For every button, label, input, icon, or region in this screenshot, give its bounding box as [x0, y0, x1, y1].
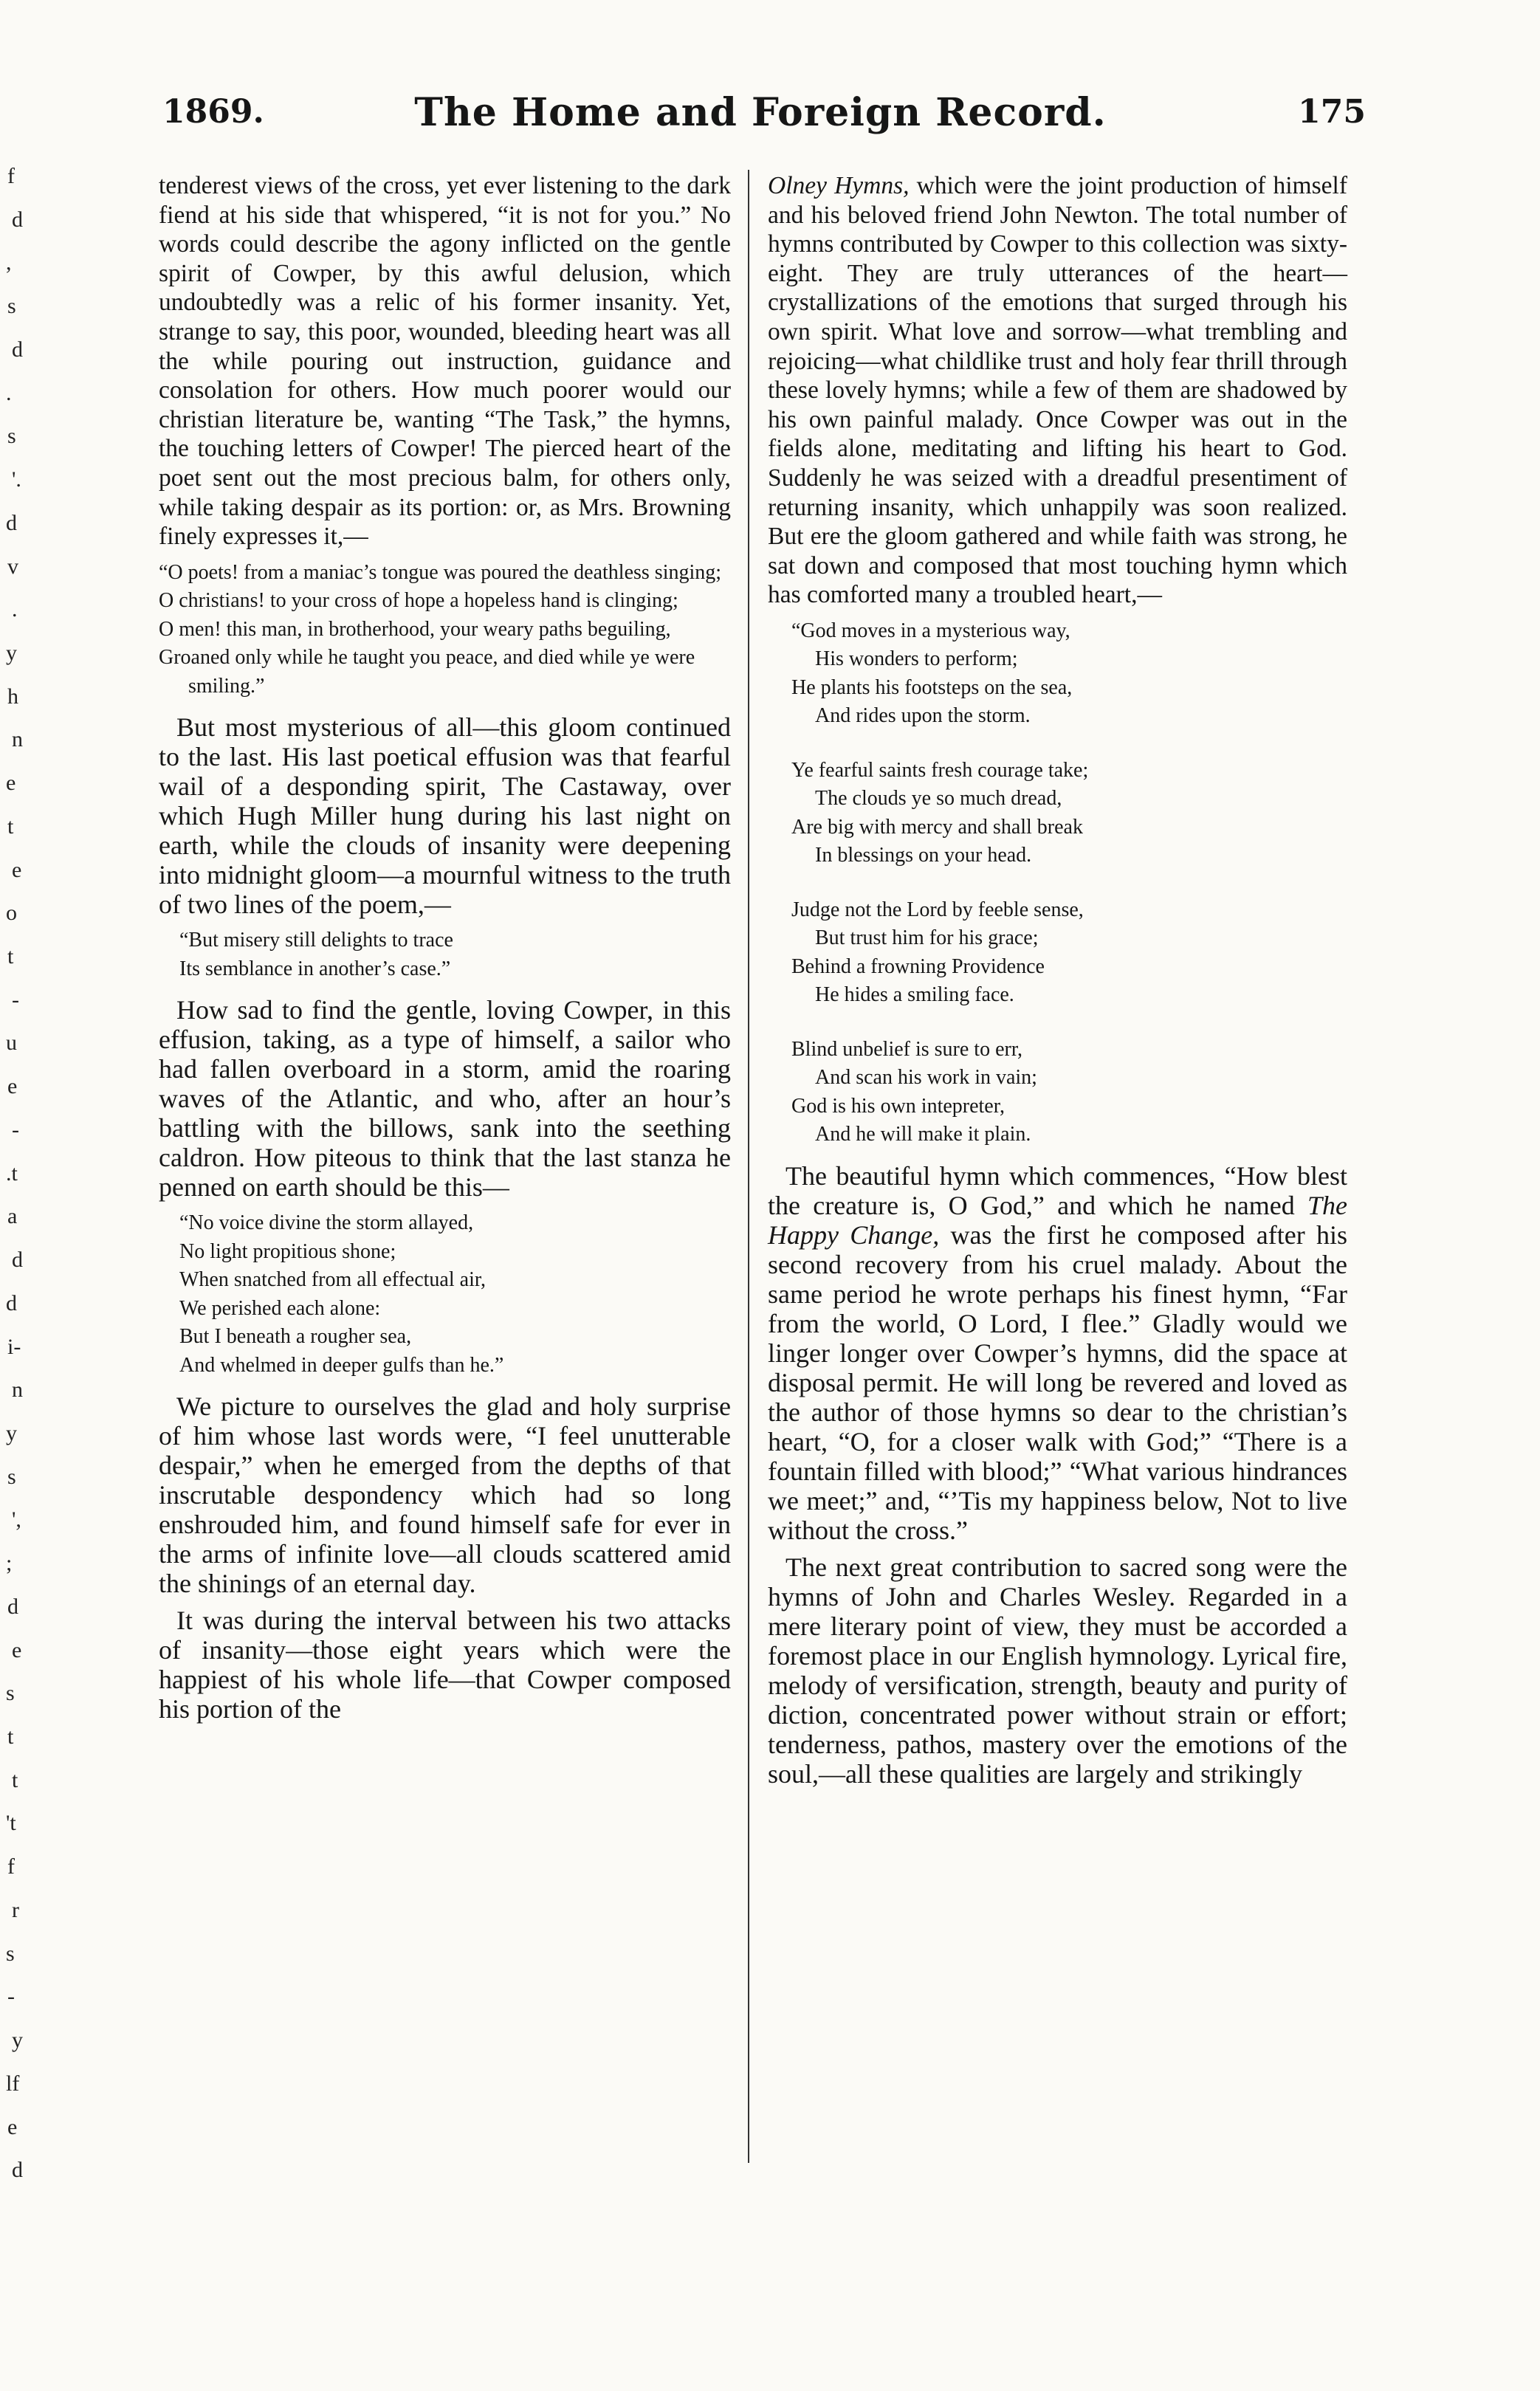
verse-line: And he will make it plain. [815, 1123, 1031, 1146]
verse-line: He hides a smiling face. [815, 983, 1014, 1007]
verse-line: Are big with mercy and shall break [791, 815, 1083, 839]
verse-line: The clouds ye so much dread, [815, 787, 1062, 811]
right-column [768, 171, 1347, 1796]
margin-fragment: . [12, 597, 18, 622]
margin-fragment: n [12, 1377, 23, 1402]
margin-fragment: h [7, 684, 18, 709]
verse-line: No light propitious shone; [179, 1239, 396, 1263]
margin-fragment: t [7, 944, 14, 969]
margin-fragment: i- [7, 1335, 21, 1359]
verse-line: Ye fearful saints fresh courage take; [791, 758, 1089, 782]
verse-line: O men! this man, in brotherhood, your weary paths beguiling, [159, 617, 671, 641]
margin-fragment: '. [12, 467, 21, 492]
margin-fragment: - [7, 1984, 15, 2009]
margin-fragment: e [7, 1074, 18, 1098]
margin-fragment: r [12, 1898, 19, 1922]
verse-line: Groaned only while he taught you peace, and died while ye were smiling.” [159, 646, 695, 698]
verse-line: O christians! to your cross of hope a hopeless hand is clinging; [159, 589, 678, 613]
paragraph: How sad to find the gentle, loving Cowper, in this effusion, taking, as a type of himself, a sailor who had fallen overboard in a storm, amid the roaring waves of the Atlantic, and who, after an hour’s battling with the billows, sank into the seething caldron. How piteous to think that the last stanza he penned on earth should be this— [159, 995, 731, 1203]
margin-fragment: n [12, 727, 23, 751]
verse-line: When snatched from all effectual air, [179, 1268, 487, 1292]
margin-fragment: e [12, 1638, 22, 1662]
margin-fragment: y [6, 641, 17, 665]
margin-fragment: .t [6, 1161, 18, 1186]
margin-fragment: ; [6, 1551, 13, 1575]
paragraph [768, 1161, 1347, 1545]
margin-fragment: s [6, 1681, 15, 1705]
left-margin-fragments [4, 164, 93, 2378]
paragraph: tenderest views of the cross, yet ever listening to the dark fiend at his side that whispered, “it is not for you.” No words could describe the agony inflicted on the gentle spirit of Cowper, by this awful delusion, which undoubtedly was a relic of his former insanity. Yet, strange to say, this poor, wounded, bleeding heart was all the while pouring out instruction, guidance and consolation for others. How much poorer would our christian literature be, wanting “The Task,” the hymns, the touching letters of Cowper! The pierced heart of the poet sent out the most precious balm, for others only, while taking despair as its portion: or, as Mrs. Browning finely expresses it,— [159, 172, 731, 551]
margin-fragment: o [6, 901, 17, 925]
margin-fragment: y [12, 2028, 23, 2052]
margin-fragment: , [6, 250, 12, 275]
margin-fragment: d [12, 2158, 23, 2182]
paragraph: It was during the interval between his two attacks of insanity—those eight years which were the happiest of his whole life—that Cowper composed his portion of the [159, 1606, 731, 1724]
margin-fragment: 't [6, 1811, 16, 1835]
verse-line: God is his own intepreter, [791, 1094, 1005, 1118]
margin-fragment: e [6, 771, 16, 795]
margin-fragment: - [12, 988, 19, 1012]
left-column [159, 171, 731, 1731]
margin-fragment: d [12, 207, 23, 232]
margin-fragment: . [6, 381, 12, 405]
margin-fragment: e [12, 858, 22, 882]
hymn-god-moves [768, 617, 1347, 1149]
margin-fragment: v [7, 554, 18, 579]
margin-fragment: s [7, 424, 16, 448]
margin-fragment: d [6, 1291, 17, 1315]
margin-fragment: ', [12, 1507, 21, 1532]
verse-line: Judge not the Lord by feeble sense, [791, 898, 1084, 921]
margin-fragment: d [12, 1248, 23, 1272]
poem-quote-castaway [159, 926, 731, 983]
margin-fragment: e [7, 2115, 18, 2139]
margin-fragment: f [7, 1854, 15, 1879]
margin-fragment: a [7, 1204, 18, 1228]
verse-line: His wonders to perform; [815, 647, 1018, 671]
verse-line: “No voice divine the storm allayed, [179, 1211, 474, 1235]
paragraph: We picture to ourselves the glad and holy surprise of him whose last words were, “I feel unutterable despair,” when he emerged from the depths of that inscrutable despondency which had so long enshrouded him, and found himself safe for ever in the arms of infinite love—all clouds scattered amid the shinings of an eternal day. [159, 1391, 731, 1599]
italic-title-happy-change: The Happy Change, [768, 1190, 1347, 1250]
verse-line: “But misery still delights to trace [179, 929, 453, 952]
margin-fragment: f [7, 164, 15, 188]
paragraph-text: The beautiful hymn which commences, “How blest the creature is, O God,” and which he named [768, 1160, 1347, 1220]
paragraph-text: which were the joint production of himself and his beloved friend John Newton. The total number of hymns contributed by Cowper to this collection was sixty-eight. They are truly utterances of the heart—crystallizations of the emotions that surged through his own spirit. What love and sorrow—what trembling and rejoicing—what childlike trust and holy fear thrill through these lovely hymns; while a few of them are shadowed by his own painful malady. Once Cowper was out in the fields alone, meditating and lifting his heart to God. Suddenly he was seized with a dreadful presentiment of returning insanity, which unhappily was soon realized. But ere the gloom gathered and while faith was strong, he sat down and composed that most touching hymn which has comforted many a troubled heart,— [768, 172, 1347, 609]
running-header [155, 83, 1366, 146]
verse-line: And rides upon the storm. [815, 704, 1031, 728]
margin-fragment: s [7, 1465, 16, 1489]
paragraph-text: was the first he composed after his second recovery from his cruel malady. About the same period he wrote perhaps his finest hymn, “Far from the world, O Lord, I flee.” Gladly would we linger longer over Cowper’s hymns, did the space at disposal permit. He will long be revered and loved as the author of those hymns so dear to the christian’s heart, “O, for a closer walk with God;” “There is a fountain filled with blood;” “What various hindrances we meet;” and, “’Tis my happiness below, Not to live without the cross.” [768, 1219, 1348, 1545]
verse-line: Blind unbelief is sure to err, [791, 1037, 1023, 1061]
margin-fragment: lf [6, 2071, 20, 2096]
paragraph [768, 171, 1347, 610]
verse-line: “God moves in a mysterious way, [791, 619, 1070, 642]
italic-title-olney-hymns: Olney Hymns, [768, 172, 910, 199]
verse-line: And whelmed in deeper gulfs than he.” [179, 1353, 504, 1377]
margin-fragment: - [12, 1118, 19, 1142]
verse-line: Its semblance in another’s case.” [179, 957, 451, 980]
column-divider [748, 170, 749, 2163]
margin-fragment: s [6, 1941, 15, 1966]
journal-title: The Home and Foreign Record. [414, 90, 1107, 135]
verse-line: In blessings on your head. [815, 844, 1032, 867]
verse-line: And scan his work in vain; [815, 1066, 1037, 1090]
paragraph: The next great contribution to sacred song were the hymns of John and Charles Wesley. Regarded in a mere literary point of view, they must be accorded a foremost place in our English hymnology. Lyrical fire, melody of versification, strength, beauty and purity of diction, concentrated power without strain or effort; tenderness, pathos, mastery over the emotions of the soul,—all these qualities are largely and strikingly [768, 1552, 1347, 1789]
margin-fragment: s [7, 294, 16, 318]
verse-line: But trust him for his grace; [815, 926, 1039, 950]
margin-fragment: d [7, 1594, 18, 1619]
page-number: 175 [1298, 93, 1366, 131]
verse-line: We perished each alone: [179, 1296, 381, 1320]
verse-line: He plants his footsteps on the sea, [791, 675, 1073, 699]
margin-fragment: d [12, 337, 23, 362]
margin-fragment: t [12, 1768, 18, 1792]
header-year: 1869. [162, 93, 264, 131]
verse-line: “O poets! from a maniac’s tongue was poured the deathless singing; [159, 560, 722, 584]
margin-fragment: u [6, 1031, 17, 1055]
poem-quote-browning [159, 559, 731, 701]
margin-fragment: y [6, 1421, 17, 1445]
verse-line: But I beneath a rougher sea, [179, 1325, 412, 1349]
margin-fragment: t [7, 814, 14, 839]
margin-fragment: d [6, 511, 17, 535]
verse-line: Behind a frowning Providence [791, 954, 1045, 978]
margin-fragment: t [7, 1724, 14, 1749]
paragraph: But most mysterious of all—this gloom continued to the last. His last poetical effusion was that fearful wail of a desponding spirit, The Castaway, over which Hugh Miller hung during his last night on earth, while the clouds of insanity were deepening into midnight gloom—a mournful witness to the truth of two lines of the poem,— [159, 712, 731, 920]
poem-quote-last-stanza [159, 1209, 731, 1380]
